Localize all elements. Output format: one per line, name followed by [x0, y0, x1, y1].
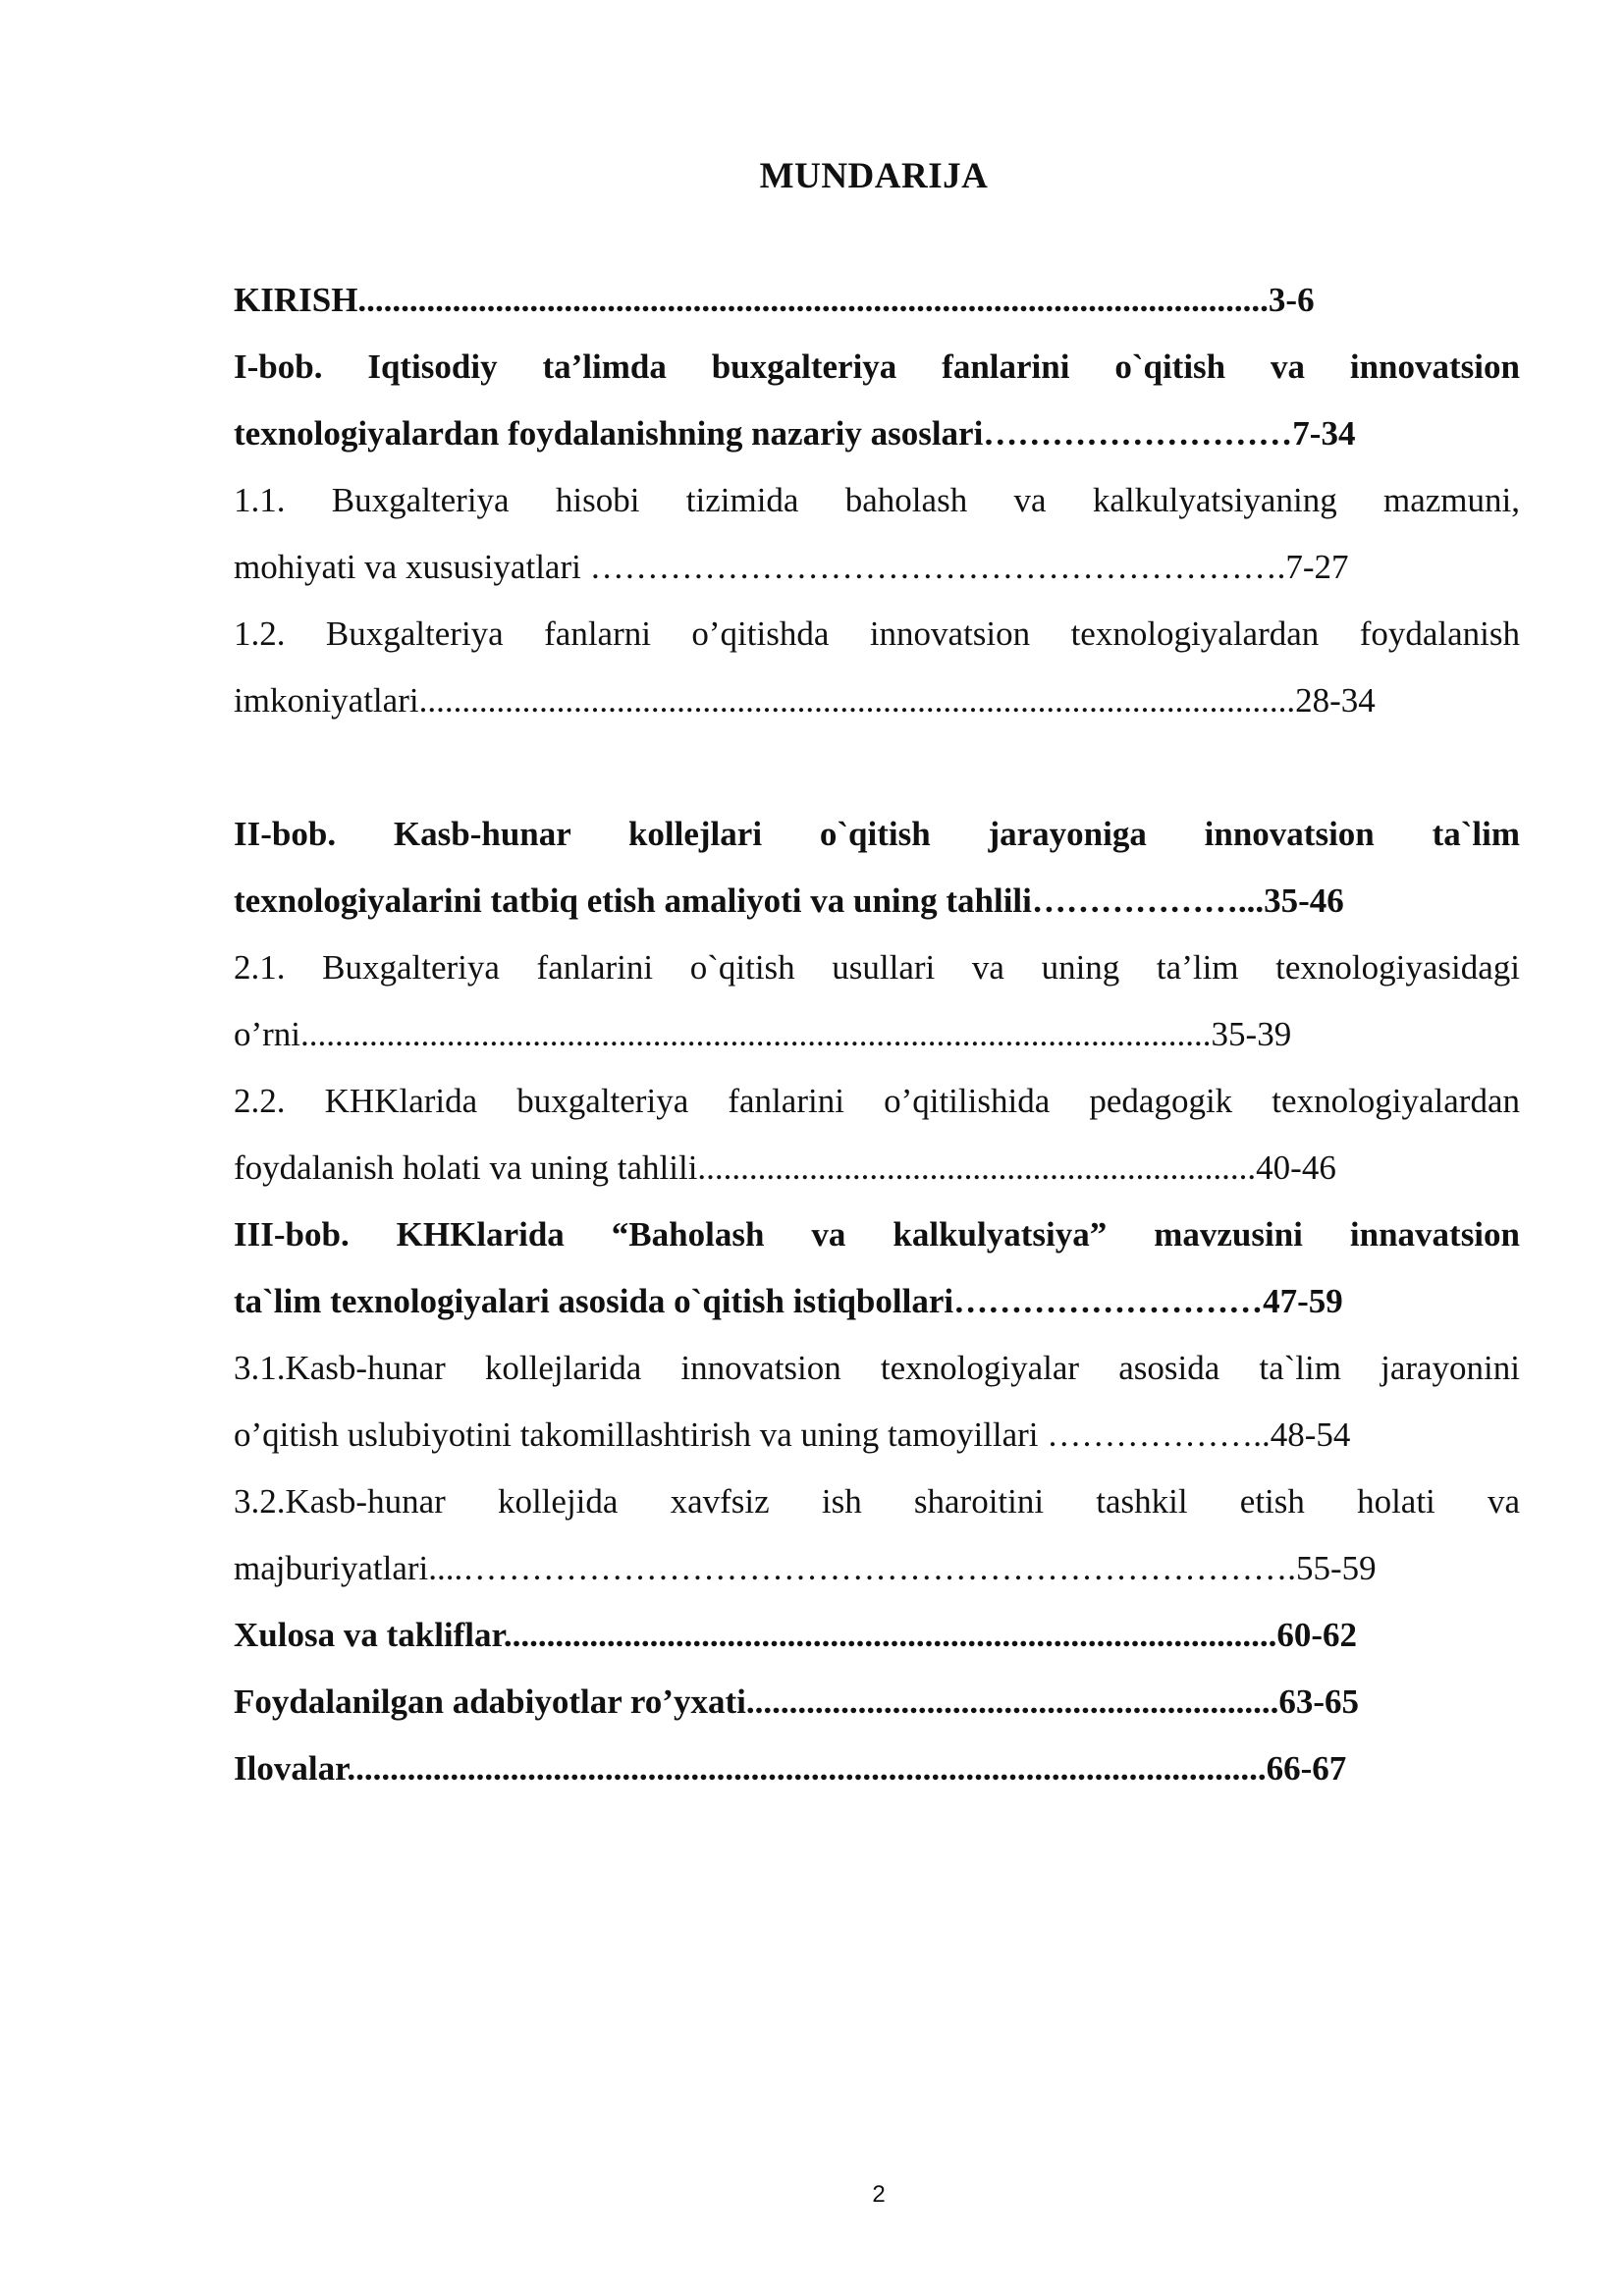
toc-line: Ilovalar...........................................................................................................66-67 [234, 1749, 1347, 1788]
toc-line: I-bob. Iqtisodiy ta’limda buxgalteriya fanlarini o`qitish va innovatsion [234, 347, 1520, 386]
section-gap [234, 734, 1520, 801]
toc-line: o’qitish uslubiyotini takomillashtirish va uning tamoyillari ………………..48-54 [234, 1415, 1351, 1454]
page-title: MUNDARIJA [759, 156, 989, 196]
toc-line: 3.2.Kasb-hunar kollejida xavfsiz ish sharoitini tashkil etish holati va [234, 1482, 1520, 1521]
toc-line: o’rni..........................................................................................................35-39 [234, 1015, 1292, 1053]
toc-line: texnologiyalarini tatbiq etish amaliyoti va uning tahlili………………...35-46 [234, 881, 1344, 920]
toc-line: Xulosa va takliflar..........................................................................................60-62 [234, 1616, 1358, 1654]
toc-line: ta`lim texnologiyalari asosida o`qitish istiqbollari………………………47-59 [234, 1282, 1343, 1320]
toc-line: texnologiyalardan foydalanishning nazariy asoslari………………………7-34 [234, 414, 1356, 453]
toc-line: KIRISH..........................................................................................................3-6 [234, 281, 1315, 319]
toc-line: 2.1. Buxgalteriya fanlarini o`qitish usullari va uning ta’lim texnologiyasidagi [234, 948, 1520, 987]
toc-line: Foydalanilgan adabiyotlar ro’yxati..............................................................63-65 [234, 1682, 1359, 1721]
toc-line: III-bob. KHKlarida “Baholash va kalkulyatsiya” mavzusini innavatsion [234, 1215, 1520, 1254]
toc-line: 1.2. Buxgalteriya fanlarni o’qitishda innovatsion texnologiyalardan foydalanish [234, 614, 1520, 653]
toc-line: II-bob. Kasb-hunar kollejlari o`qitish jarayoniga innovatsion ta`lim [234, 815, 1520, 853]
toc-line: 2.2. KHKlarida buxgalteriya fanlarini o’qitilishida pedagogik texnologiyalardan [234, 1082, 1520, 1120]
toc-line: 3.1.Kasb-hunar kollejlarida innovatsion texnologiyalar asosida ta`lim jarayonini [234, 1349, 1520, 1387]
toc-line: 1.1. Buxgalteriya hisobi tizimida baholash va kalkulyatsiyaning mazmuni, [234, 481, 1520, 519]
toc-line: foydalanish holati va uning tahlili.................................................................40-46 [234, 1148, 1336, 1187]
page-number: 2 [872, 2181, 886, 2208]
table-of-contents [234, 267, 1520, 1802]
toc-line: mohiyati va xususiyatlari …………………………………………………….7-27 [234, 548, 1349, 586]
toc-line: majburiyatlari....……………………………………………………………….55-59 [234, 1549, 1377, 1587]
toc-line: imkoniyatlari......................................................................................................28-34 [234, 681, 1376, 720]
